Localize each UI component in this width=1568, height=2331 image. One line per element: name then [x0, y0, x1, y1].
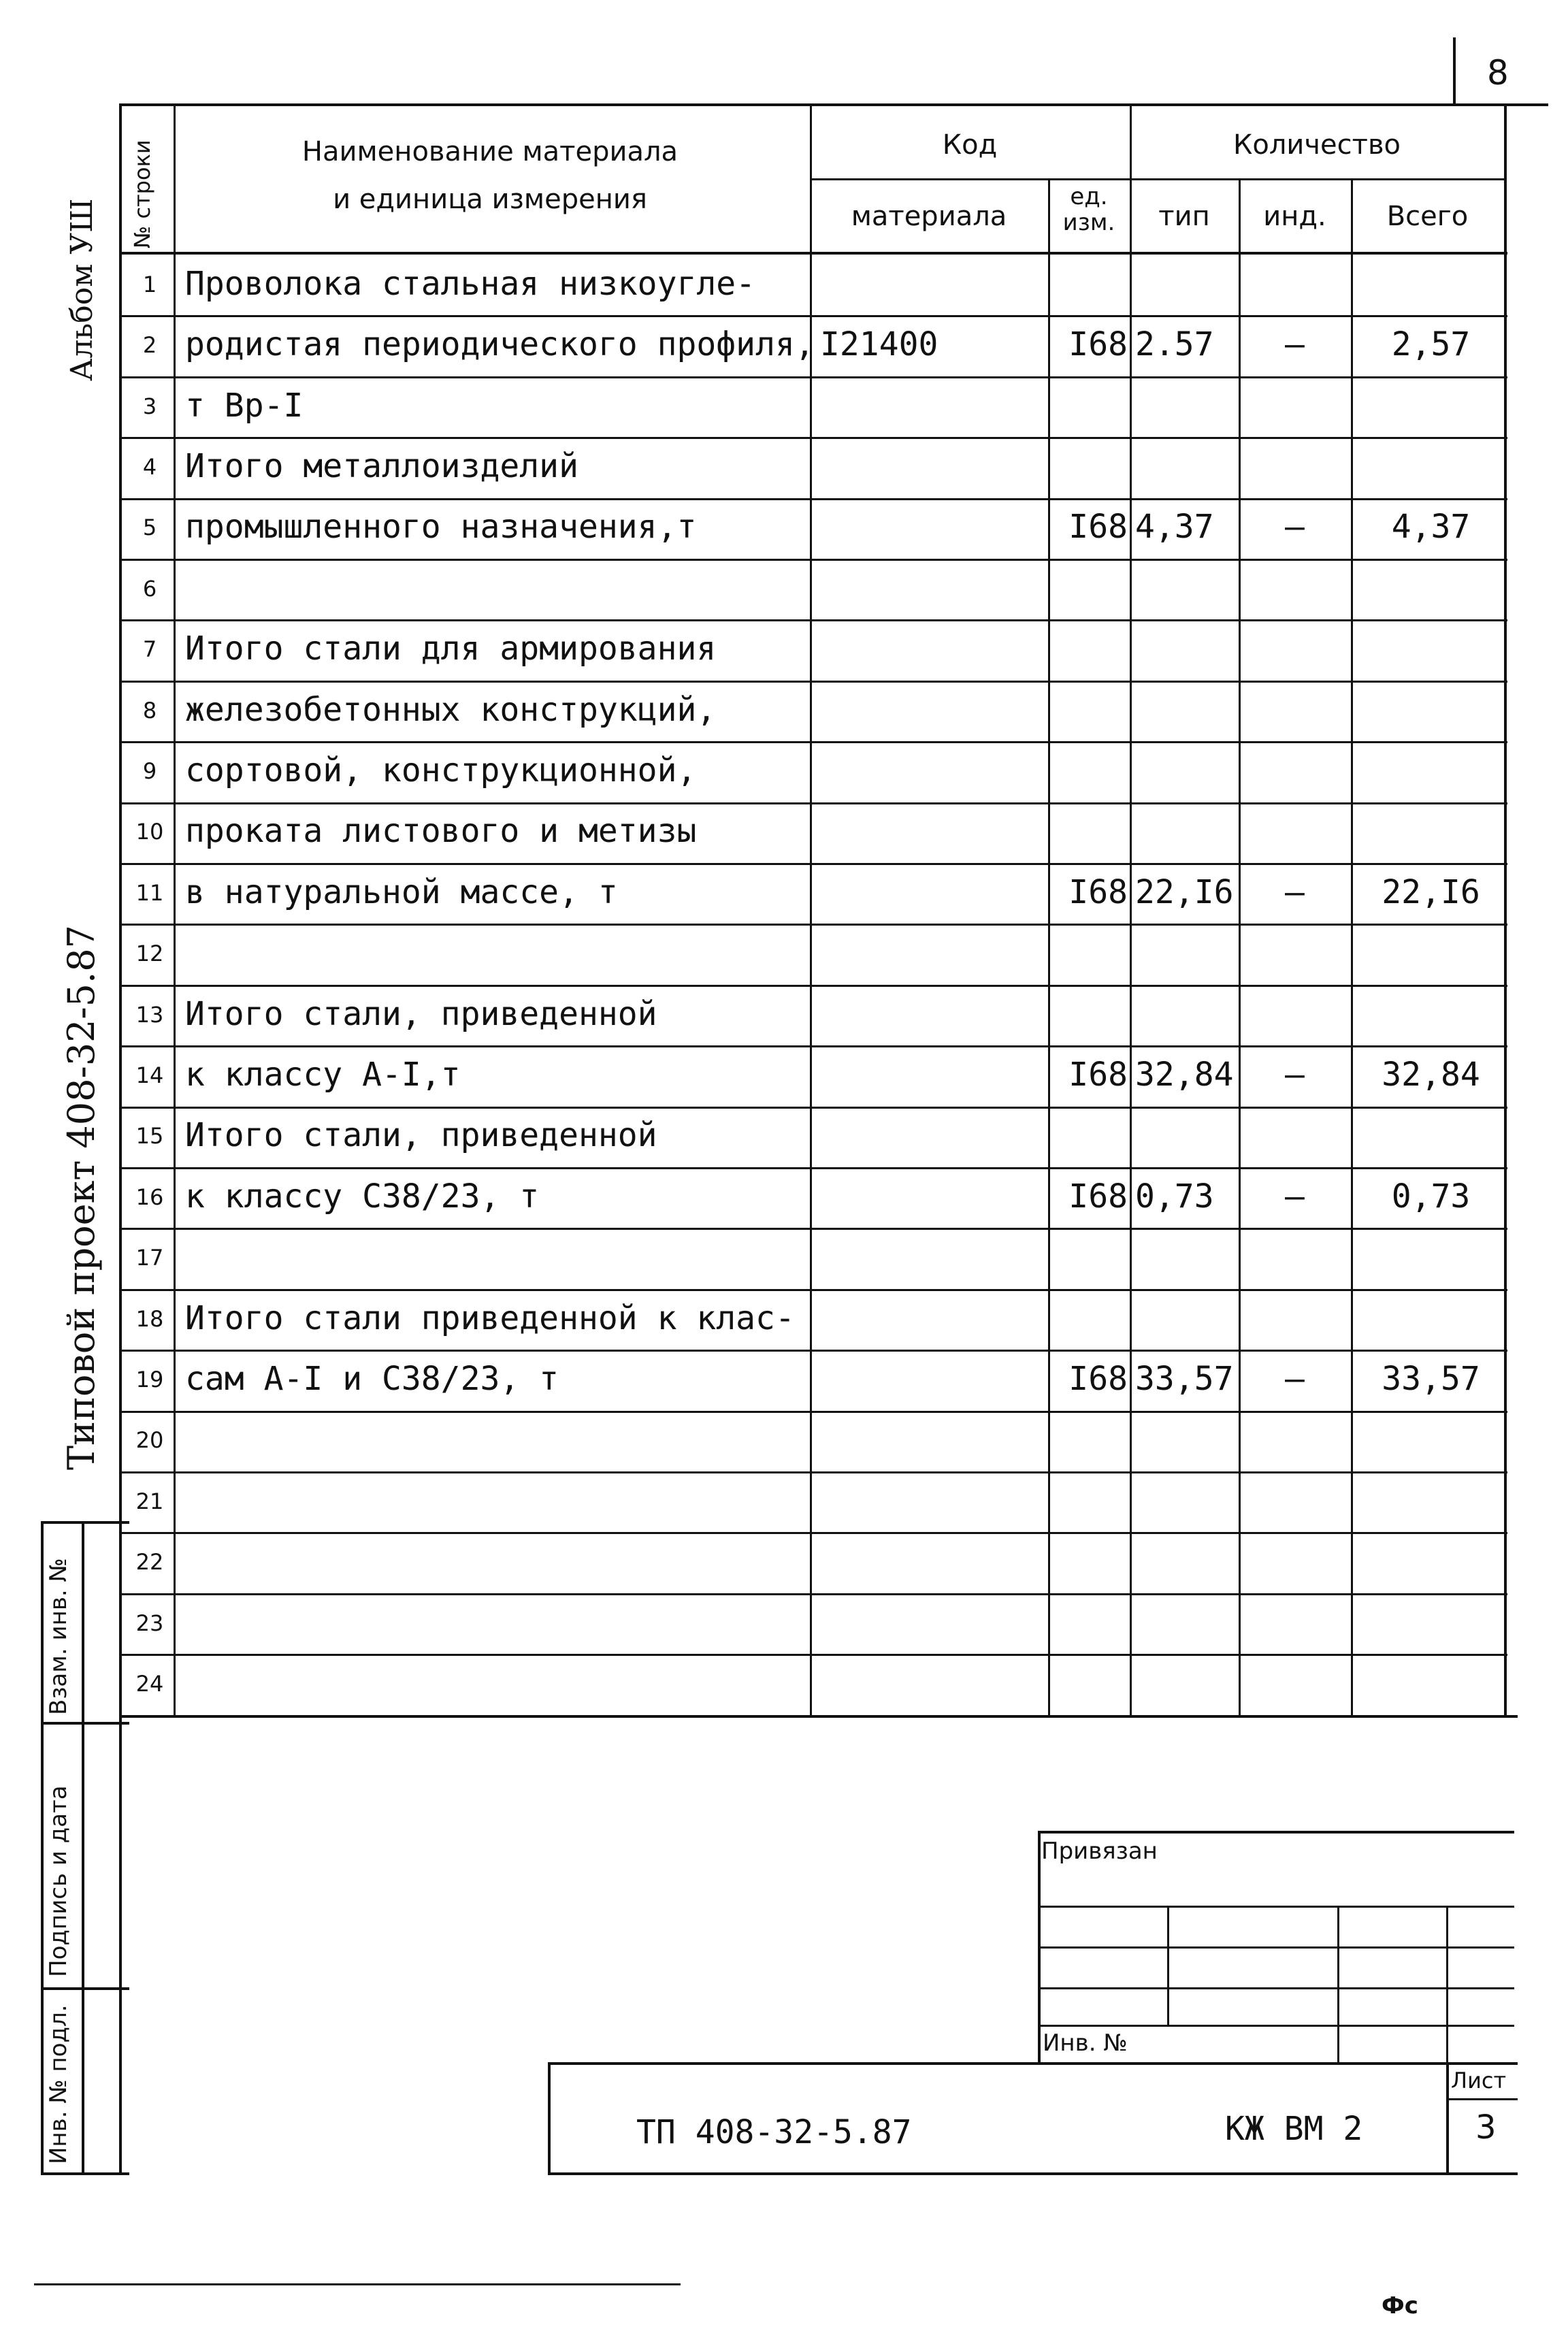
row-number: 11	[135, 880, 164, 906]
row-number: 24	[135, 1671, 164, 1697]
quantity-typ: 4,37	[1135, 508, 1214, 546]
document-code: ТП 408-32-5.87	[636, 2113, 912, 2151]
row-number: 5	[142, 515, 157, 540]
inv-podl-label: Инв. № подл.	[45, 2004, 72, 2164]
row-divider	[119, 1350, 1507, 1352]
quantity-typ: 33,57	[1135, 1360, 1234, 1398]
unit-code: I68	[1068, 508, 1128, 546]
material-name: сам А-I и С38/23, т	[185, 1360, 559, 1398]
row-number-header: № строки	[129, 140, 155, 248]
material-name: к классу А-I,т	[185, 1056, 461, 1094]
privyazan-label: Привязан	[1041, 1838, 1158, 1865]
quantity-typ: 32,84	[1135, 1056, 1234, 1094]
material-name: в натуральной массе, т	[185, 873, 618, 911]
row-number: 17	[135, 1245, 164, 1271]
quantity-total: 22,I6	[1382, 873, 1480, 911]
unit-code: I68	[1068, 873, 1128, 911]
row-number: 15	[135, 1123, 164, 1149]
material-name: сортовой, конструкционной,	[185, 751, 697, 789]
quantity-ind: –	[1285, 873, 1305, 911]
quantity-ind: –	[1285, 1360, 1305, 1398]
name-header-line1: Наименование материала	[301, 136, 679, 167]
unit-code: I68	[1068, 325, 1128, 363]
row-divider	[119, 1411, 1507, 1413]
quantity-total: 32,84	[1382, 1056, 1480, 1094]
row-number: 6	[142, 576, 157, 602]
material-name: Итого стали для армирования	[185, 630, 717, 668]
row-number: 20	[135, 1427, 164, 1453]
quantity-typ: 0,73	[1135, 1177, 1214, 1216]
unit-code: I68	[1068, 1360, 1128, 1398]
row-divider	[119, 1228, 1507, 1230]
quantity-total: 33,57	[1382, 1360, 1480, 1398]
row-divider	[119, 1289, 1507, 1291]
row-divider	[119, 1532, 1507, 1534]
footer-mark: Фс	[1382, 2292, 1418, 2319]
row-divider	[119, 1654, 1507, 1656]
quantity-header: Количество	[1232, 129, 1401, 161]
row-number: 22	[135, 1549, 164, 1575]
row-number: 8	[142, 698, 157, 723]
row-number: 10	[135, 819, 164, 845]
row-divider	[119, 802, 1507, 804]
row-number: 7	[142, 636, 157, 662]
material-name: Проволока стальная низкоугле-	[185, 265, 756, 303]
row-number: 16	[135, 1184, 164, 1210]
row-divider	[119, 1593, 1507, 1595]
row-divider	[119, 376, 1507, 378]
ind-header: инд.	[1263, 201, 1326, 232]
row-divider	[119, 1167, 1507, 1169]
row-number: 19	[135, 1367, 164, 1392]
sheet-label: Лист	[1451, 2068, 1507, 2093]
material-name: проката листового и метизы	[185, 812, 697, 850]
material-name: Итого стали, приведенной	[185, 1116, 657, 1154]
row-divider	[119, 559, 1507, 561]
material-name: Итого стали приведенной к клас-	[185, 1299, 795, 1337]
row-divider	[119, 1715, 1507, 1717]
document-mark: КЖ ВМ 2	[1225, 2110, 1363, 2148]
vzam-inv-label: Взам. инв. №	[45, 1558, 72, 1715]
code-header: Код	[942, 129, 998, 161]
material-name: Итого металлоизделий	[185, 447, 578, 485]
row-divider	[119, 498, 1507, 500]
material-name: Итого стали, приведенной	[185, 995, 657, 1033]
row-divider	[119, 1471, 1507, 1473]
row-number: 12	[135, 941, 164, 966]
sheet-number: 8	[1487, 53, 1509, 93]
album-label: Альбом УШ	[65, 198, 99, 381]
row-number: 23	[135, 1610, 164, 1636]
row-number: 2	[142, 332, 157, 358]
row-divider	[119, 985, 1507, 987]
row-number: 13	[135, 1002, 164, 1028]
quantity-total: 4,37	[1391, 508, 1471, 546]
quantity-total: 2,57	[1391, 325, 1471, 363]
inv-no-label: Инв. №	[1043, 2030, 1128, 2057]
row-number: 21	[135, 1488, 164, 1514]
row-divider	[119, 924, 1507, 926]
row-divider	[119, 681, 1507, 683]
row-divider	[119, 619, 1507, 621]
quantity-ind: –	[1285, 1056, 1305, 1094]
quantity-typ: 2.57	[1135, 325, 1214, 363]
material-name: промышленного назначения,т	[185, 508, 697, 546]
row-number: 4	[142, 454, 157, 480]
row-number: 9	[142, 758, 157, 784]
quantity-total: 0,73	[1391, 1177, 1471, 1216]
typ-header: тип	[1158, 201, 1210, 232]
row-divider	[119, 741, 1507, 743]
material-name: т Вр-I	[185, 387, 304, 425]
material-name: железобетонных конструкций,	[185, 691, 717, 729]
project-label: Типовой проект 408-32-5.87	[60, 925, 103, 1470]
quantity-ind: –	[1285, 325, 1305, 363]
unit-code: I68	[1068, 1056, 1128, 1094]
row-number: 14	[135, 1062, 164, 1088]
unit-code: I68	[1068, 1177, 1128, 1216]
material-code: I21400	[820, 325, 938, 363]
material-header: материала	[851, 201, 1007, 232]
row-number: 18	[135, 1306, 164, 1332]
quantity-ind: –	[1285, 1177, 1305, 1216]
row-divider	[119, 863, 1507, 865]
name-header-line2: и единица измерения	[333, 184, 647, 215]
row-number: 1	[142, 272, 157, 297]
unit-header: ед. изм.	[1062, 183, 1115, 236]
sheet-value: 3	[1475, 2108, 1497, 2147]
quantity-ind: –	[1285, 508, 1305, 546]
total-header: Всего	[1386, 201, 1469, 232]
row-divider	[119, 437, 1507, 439]
material-name: родистая периодического профиля,	[185, 325, 815, 363]
row-number: 3	[142, 393, 157, 419]
podpis-data-label: Подпись и дата	[45, 1785, 72, 1977]
row-divider	[119, 1045, 1507, 1047]
material-name: к классу С38/23, т	[185, 1177, 540, 1216]
row-divider	[119, 315, 1507, 317]
quantity-typ: 22,I6	[1135, 873, 1234, 911]
row-divider	[119, 1107, 1507, 1109]
